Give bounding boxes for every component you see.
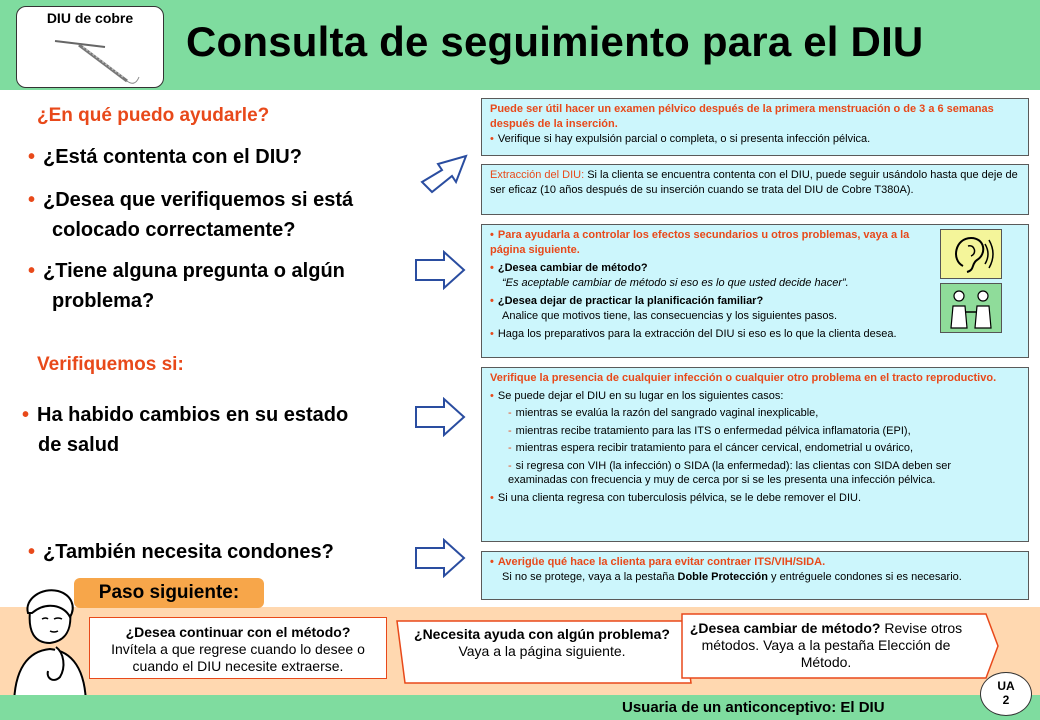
next-step-text: Invítela a que regrese cuando lo desee o cuando el DIU necesite extraerse. <box>111 641 365 674</box>
question-condoms <box>28 537 334 567</box>
info-text: mientras espera recibir tratamiento para el cáncer cervical, endometrial u ovárico, <box>515 442 914 454</box>
bullet: • <box>490 328 494 340</box>
info-box-sti <box>481 551 1029 600</box>
info-box-heading: Puede ser útil hacer un examen pélvico después de la primera menstruación o de 3 a 6 semanas después de la inserción. <box>490 103 994 130</box>
bullet: • <box>490 229 494 241</box>
info-text: Para ayudarla a controlar los efectos secundarios u otros problemas, vaya a la página siguiente. <box>490 229 910 256</box>
next-step-text: Vaya a la página siguiente. <box>458 643 626 659</box>
question-text: ¿Está contenta con el DIU? <box>43 146 302 168</box>
question-text: ¿También necesita condones? <box>43 541 334 563</box>
iud-card-title: DIU de cobre <box>46 10 134 26</box>
info-box-infection <box>481 367 1029 542</box>
bullet: • <box>490 295 494 307</box>
arrow-icon <box>414 397 468 437</box>
info-text: ¿Desea cambiar de método? <box>497 262 648 274</box>
next-steps-label: Paso siguiente: <box>74 578 264 608</box>
dash: - <box>508 442 512 454</box>
ear-icon <box>940 229 1002 279</box>
info-text: Averigüe qué hace la clienta para evitar contraer ITS/VIH/SIDA. <box>497 556 826 568</box>
info-text: Si una clienta regresa con tuberculosis pélvica, se le debe remover el DIU. <box>497 491 862 504</box>
info-box-heading: Verifique la presencia de cualquier infección o cualquier otro problema en el tracto reproductivo. <box>490 372 997 384</box>
question-problems <box>28 256 345 316</box>
question-text: Ha habido cambios en su estado <box>37 404 349 426</box>
info-text: mientras se evalúa la razón del sangrado vaginal inexplicable, <box>515 407 819 419</box>
question-satisfied <box>28 142 302 172</box>
question-text: ¿Desea que verifiquemos si está <box>43 189 354 211</box>
question-health-changes <box>22 400 348 460</box>
dash: - <box>508 407 512 419</box>
badge-line: UA <box>997 679 1015 693</box>
info-label: Extracción del DIU: <box>490 169 585 181</box>
footer-title: Usuaria de un anticonceptivo: El DIU <box>622 699 885 716</box>
info-text: Se puede dejar el DIU en su lugar en los siguientes casos: <box>497 389 784 402</box>
question-check-placement <box>28 185 353 245</box>
arrow-icon <box>420 152 470 204</box>
next-step-continue <box>89 617 387 679</box>
info-text: Haga los preparativos para la extracción del DIU si eso es lo que la clienta desea. <box>497 328 897 340</box>
info-text: Si no se protege, vaya a la pestaña <box>502 570 678 583</box>
question-text-continued: colocado correctamente? <box>52 219 296 241</box>
iud-card <box>16 6 164 88</box>
info-box-pelvic-exam <box>481 98 1029 156</box>
info-text: ¿Desea dejar de practicar la planificación familiar? <box>497 295 764 307</box>
bullet: • <box>28 189 36 211</box>
next-step-problem <box>397 620 687 682</box>
question-text-continued: problema? <box>52 290 155 312</box>
next-step-change-method <box>682 614 982 678</box>
info-text-bold: Doble Protección <box>677 570 768 583</box>
bullet: • <box>28 541 36 563</box>
bullet: • <box>28 260 36 282</box>
info-text: Analice que motivos tiene, las consecuencias y los siguientes pasos. <box>502 309 838 322</box>
dash: - <box>508 424 512 437</box>
woman-thinking-icon <box>6 587 94 707</box>
verify-heading: Verifiquemos si: <box>37 354 184 375</box>
arrow-icon <box>414 250 468 290</box>
info-box-removal <box>481 164 1029 215</box>
next-step-text: Revise otros métodos. Vaya a la pestaña Elección de Método. <box>701 620 963 670</box>
info-text: Verifique si hay expulsión parcial o completa, o si presenta infección pélvica. <box>497 133 871 145</box>
info-text: si regresa con VIH (la infección) o SIDA (la enfermedad): las clientas con SIDA deben ser examinadas con frecuencia y muy de cerca por si se les presenta una infección pélvica. <box>508 459 951 486</box>
page-title: Consulta de seguimiento para el DIU <box>186 18 924 65</box>
badge-line: 2 <box>1002 693 1010 707</box>
info-text: “Es aceptable cambiar de método si eso es lo que usted decide hacer”. <box>502 276 849 289</box>
bullet: • <box>490 262 494 274</box>
help-heading: ¿En qué puedo ayudarle? <box>37 105 270 126</box>
bullet: • <box>28 146 36 168</box>
info-text: mientras recibe tratamiento para las ITS o enfermedad pélvica inflamatoria (EPI), <box>515 424 911 437</box>
iud-icon <box>17 7 164 88</box>
section-badge <box>980 672 1032 716</box>
bullet: • <box>490 556 494 568</box>
bullet: • <box>22 404 30 426</box>
arrow-icon <box>414 538 468 578</box>
info-text: Si la clienta se encuentra contenta con el DIU, puede seguir usándolo hasta que deje de ser eficaz (10 años después de su inserción cuando se trata del DIU de Cobre T380A). <box>490 169 1018 196</box>
next-step-question: ¿Necesita ayuda con algún problema? <box>414 626 670 642</box>
dash: - <box>508 459 512 472</box>
bullet: • <box>490 491 494 504</box>
people-icon <box>940 283 1002 333</box>
next-step-question: ¿Desea continuar con el método? <box>125 624 351 640</box>
next-step-question: ¿Desea cambiar de método? <box>689 620 881 636</box>
info-text: y entréguele condones si es necesario. <box>767 570 962 583</box>
bullet: • <box>490 389 494 402</box>
question-text: ¿Tiene alguna pregunta o algún <box>43 260 345 282</box>
bullet: • <box>490 133 494 145</box>
question-text-continued: de salud <box>38 434 120 456</box>
